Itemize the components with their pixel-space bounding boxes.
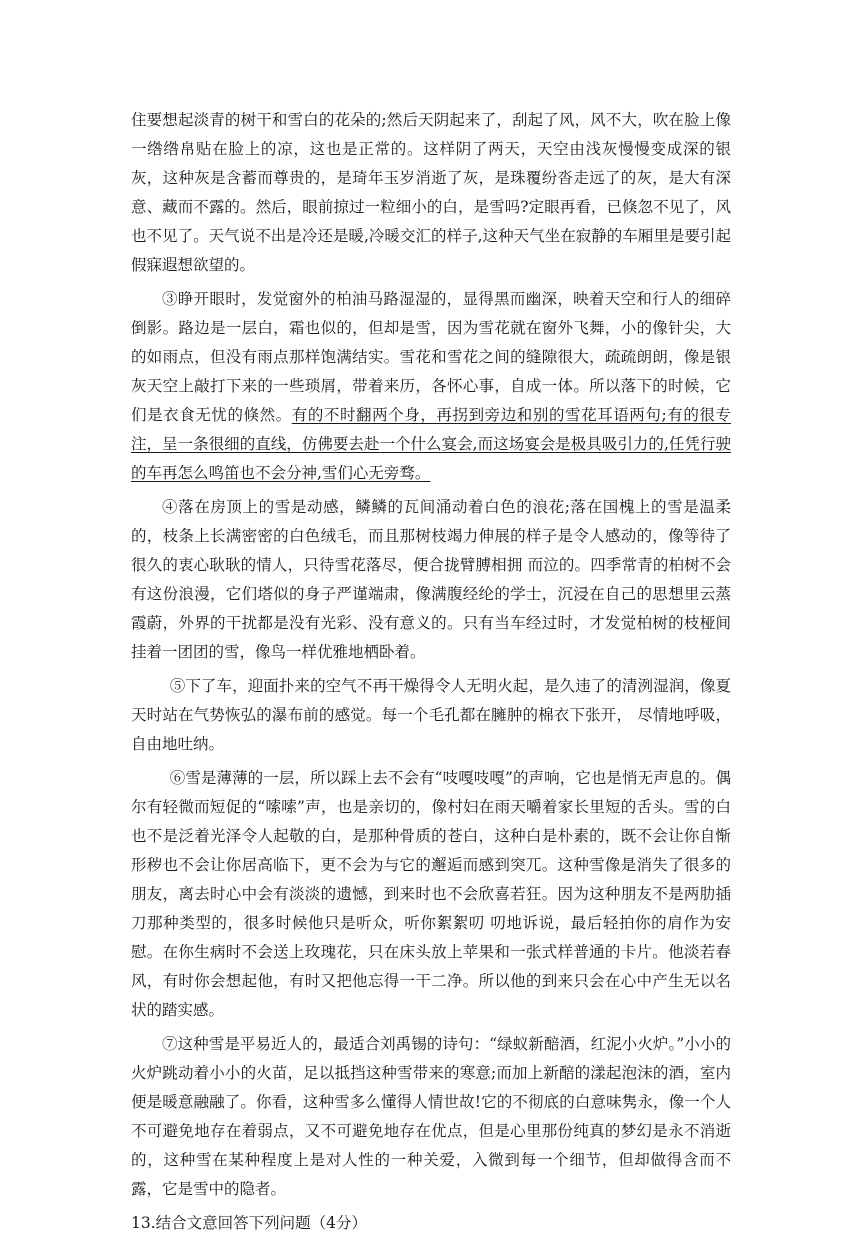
- article-body: [131, 106, 731, 1238]
- paragraph-5: ⑤下了车，迎面扑来的空气不再干燥得令人无明火起，是久违了的清洌湿润，像夏天时站在气势恢弘的瀑布前的感觉。每一个毛孔都在臃肿的棉衣下张开， 尽情地呼吸，自由地吐纳。: [131, 677, 731, 753]
- paragraph-3: [131, 285, 731, 488]
- paragraph-4: ④落在房顶上的雪是动感，鳞鳞的瓦间涌动着白色的浪花;落在国槐上的雪是温柔的，枝条上长满密密的白色绒毛，而且那树枝竭力伸展的样子是令人感动的，像等待了很久的衷心耿耿的情人，只待雪花落尽，便合拢臂膊相拥 而泣的。四季常青的柏树不会有这份浪漫，它们塔似的身子严谨端肃，像满腹经纶的学士，沉浸在自己的思想里云蒸霞蔚，外界的干扰都是没有光彩、没有意义的。只有当车经过时，才发觉柏树的枝桠间挂着一团团的雪，像鸟一样优雅地栖卧着。: [131, 498, 731, 661]
- paragraph-continued: 住要想起淡青的树干和雪白的花朵的;然后天阴起来了，刮起了风，风不大，吹在脸上像一绺绺帛贴在脸上的凉，这也是正常的。这样阴了两天，天空由浅灰慢慢变成深的银灰，这种灰是含蓄而尊贵的，是琦年玉岁消逝了灰，是珠覆纷沓走远了的灰，是大有深意、藏而不露的。然后，眼前掠过一粒细小的白，是雪吗?定眼再看，已倏忽不见了，风也不见了。天气说不出是冷还是暖,冷暖交汇的样子,这种天气坐在寂静的车厢里是要引起假寐遐想欲望的。: [131, 111, 731, 274]
- question-heading: 13.结合文意回答下列问题（4分）: [131, 1214, 368, 1232]
- underlined-sentence: 有的不时翻两个身，再拐到旁边和别的雪花耳语两句;有的很专注，呈一条很细的直线，仿佛要去赴一个什么宴会,而这场宴会是极具吸引力的,任凭行驶的车再怎么鸣笛也不会分神,雪们心无旁骛。: [131, 406, 731, 482]
- paragraph-6: ⑥雪是薄薄的一层，所以踩上去不会有“吱嘎吱嘎”的声响，它也是悄无声息的。偶尔有轻微而短促的“嗦嗦”声，也是亲切的，像村妇在雨天嚼着家长里短的舌头。雪的白也不是泛着光泽令人起敬的白，是那种骨质的苍白，这种白是朴素的，既不会让你自惭形秽也不会让你居高临下，更不会为与它的邂逅而感到突兀。这种雪像是消失了很多的朋友，离去时心中会有淡淡的遗憾，到来时也不会欣喜若狂。因为这种朋友不是两肋插刀那种类型的，很多时候他只是听众，听你絮絮叨 叨地诉说，最后轻拍你的肩作为安慰。在你生病时不会送上玫瑰花，只在床头放上苹果和一张式样普通的卡片。他淡若春风，有时你会想起他，有时又把他忘得一干二净。所以他的到来只会在心中产生无以名状的踏实感。: [131, 769, 731, 1019]
- paragraph-3-text: ③睁开眼时，发觉窗外的柏油马路湿湿的，显得黑而幽深，映着天空和行人的细碎倒影。路边是一层白，霜也似的，但却是雪，因为雪花就在窗外飞舞，小的像针尖，大的如雨点，但没有雨点那样饱满结实。雪花和雪花之间的缝隙很大，疏疏朗朗，像是银灰天空上敲打下来的一些琐屑，带着来历，各怀心事，自成一体。所以落下的时候，它们是衣食无忧的倏然。: [131, 290, 731, 424]
- paragraph-7: ⑦这种雪是平易近人的，最适合刘禹锡的诗句：“绿蚁新醅酒，红泥小火炉。”小小的火炉跳动着小小的火苗，足以抵挡这种雪带来的寒意;而加上新醅的漾起泡沫的酒，室内便是暖意融融了。你看，这种雪多么懂得人情世故!它的不彻底的白意味隽永，像一个人不可避免地存在着弱点，又不可避免地存在优点，但是心里那份纯真的梦幻是永不消逝的，这种雪在某种程度上是对人性的一种关爱，入微到每一个细节，但却做得含而不露，它是雪中的隐者。: [131, 1035, 731, 1198]
